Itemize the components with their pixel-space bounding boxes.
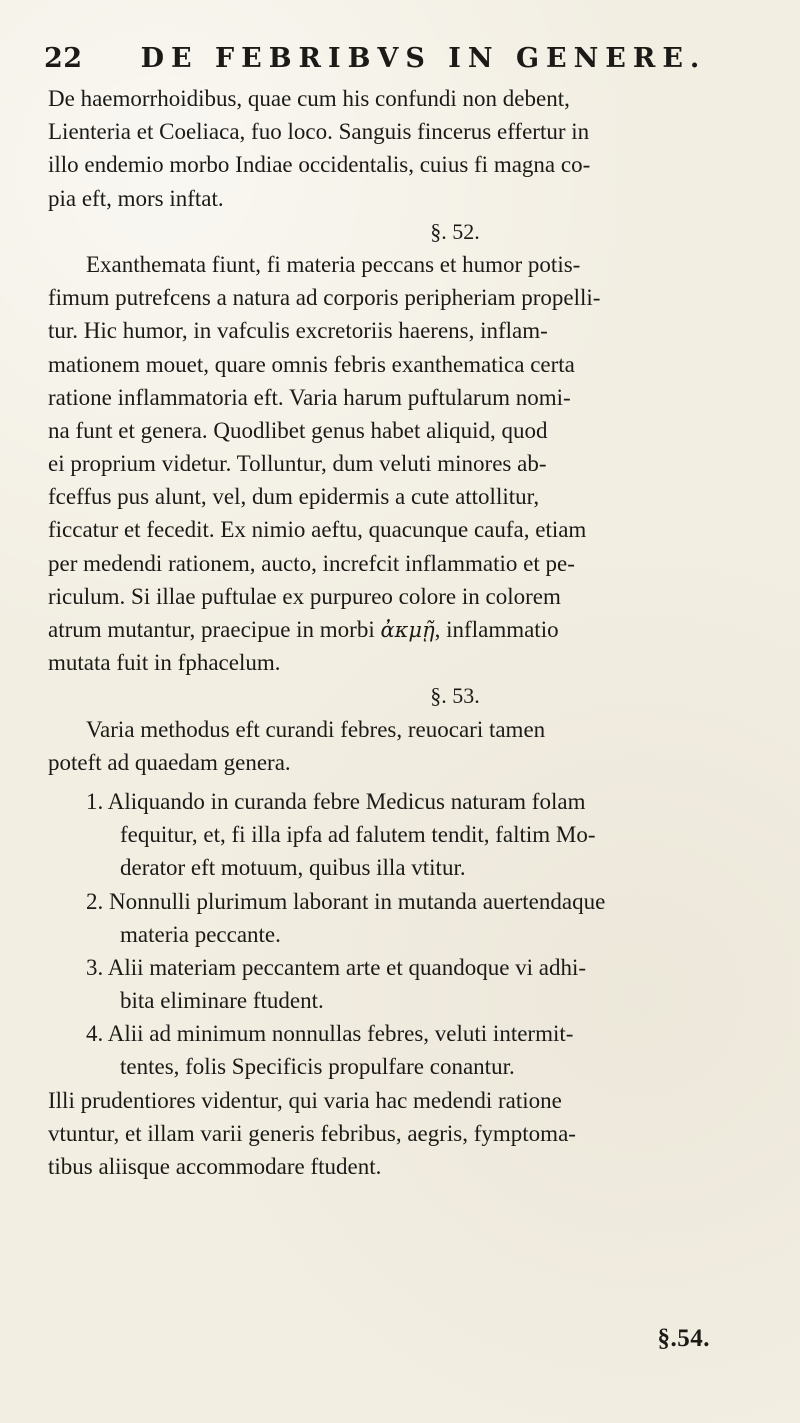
page-body [48,82,752,1183]
list-item [48,885,752,951]
catchword: §.54. [657,1325,710,1352]
text-line: fceffus pus alunt, vel, dum epidermis a cute attollitur, [48,484,540,510]
list-item-first-line [48,1017,752,1050]
text-line: De haemorrhoidibus, quae cum his confundi non debent, [48,86,570,111]
text-line: ei proprium videtur. Tolluntur, dum veluti minores ab- [48,451,547,477]
text-line: tentes, folis Specificis propulfare conantur. [120,1054,515,1080]
paragraph-2 [48,248,752,679]
list-number: 3. [86,954,104,980]
text-line: mutata fuit in fphacelum. [48,650,281,676]
paragraph-3 [48,713,752,779]
list-text: Alii ad minimum nonnullas febres, veluti intermit- [107,1021,574,1047]
text-line: na funt et genera. Quodlibet genus habet aliquid, quod [48,417,548,443]
paragraph-4 [48,1084,752,1184]
text-line: per medendi rationem, aucto, increfcit inflammatio et pe- [48,550,575,576]
text-line: derator eft motuum, quibus illa vtitur. [120,855,466,881]
text-line: fequitur, et, fi illa ipfa ad falutem tendit, faltim Mo- [120,822,596,848]
text-line: materia peccante. [120,921,281,947]
text-line: Lienteria et Coeliaca, fuo loco. Sanguis fincerus effertur in [48,119,590,145]
list-text: Aliquando in curanda febre Medicus naturam folam [107,788,586,814]
text-segment: , inflammatio [434,617,559,642]
page-number: 22 [44,42,83,74]
text-line: mationem mouet, quare omnis febris exanthematica certa [48,351,575,377]
list-number: 4. [86,1021,104,1047]
list-item-first-line [48,951,752,984]
list-text: Nonnulli plurimum laborant in mutanda auertendaque [109,888,606,914]
numbered-list [48,785,752,1084]
text-line: tur. Hic humor, in vafculis excretoriis haerens, inflam- [48,318,548,344]
greek-word: ἀκμῇ [380,618,435,642]
list-item-first-line [48,785,752,818]
text-segment: atrum mutantur, praecipue in morbi [48,617,381,642]
list-item [48,951,752,1017]
list-number: 1. [86,788,104,814]
text-line: ficcatur et fecedit. Ex nimio aeftu, quacunque caufa, etiam [48,517,587,543]
text-line: bita eliminare ftudent. [120,988,324,1014]
list-item-first-line [48,885,752,918]
list-text: Alii materiam peccantem arte et quandoque vi adhi- [107,954,587,980]
text-line [48,613,752,646]
section-heading-52: §. 52. [430,218,480,244]
list-item [48,1017,752,1083]
text-line: fimum putrefcens a natura ad corporis peripheriam propelli- [48,285,601,311]
section-heading-53: §. 53. [430,683,480,709]
paragraph-1 [48,82,752,215]
text-line: vtuntur, et illam varii generis febribus, aegris, fymptoma- [48,1120,576,1146]
running-head [40,38,760,78]
list-number: 2. [86,888,104,914]
text-line: pia eft, mors inftat. [48,185,224,211]
text-line: Exanthemata fiunt, fi materia peccans et humor potis- [86,251,581,277]
header-title: DE FEBRIBVS IN GENERE. [140,42,707,74]
text-line: riculum. Si illae puftulae ex purpureo colore in colorem [48,583,561,609]
list-item [48,785,752,885]
text-line: tibus aliisque accommodare ftudent. [48,1154,382,1179]
text-line: Illi prudentiores videntur, qui varia hac medendi ratione [48,1087,562,1113]
text-line: ratione inflammatoria eft. Varia harum puftularum nomi- [48,384,571,410]
text-line: poteft ad quaedam genera. [48,749,291,775]
text-line: Varia methodus eft curandi febres, reuocari tamen [86,716,546,742]
text-line: illo endemio morbo Indiae occidentalis, cuius fi magna co- [48,152,591,178]
